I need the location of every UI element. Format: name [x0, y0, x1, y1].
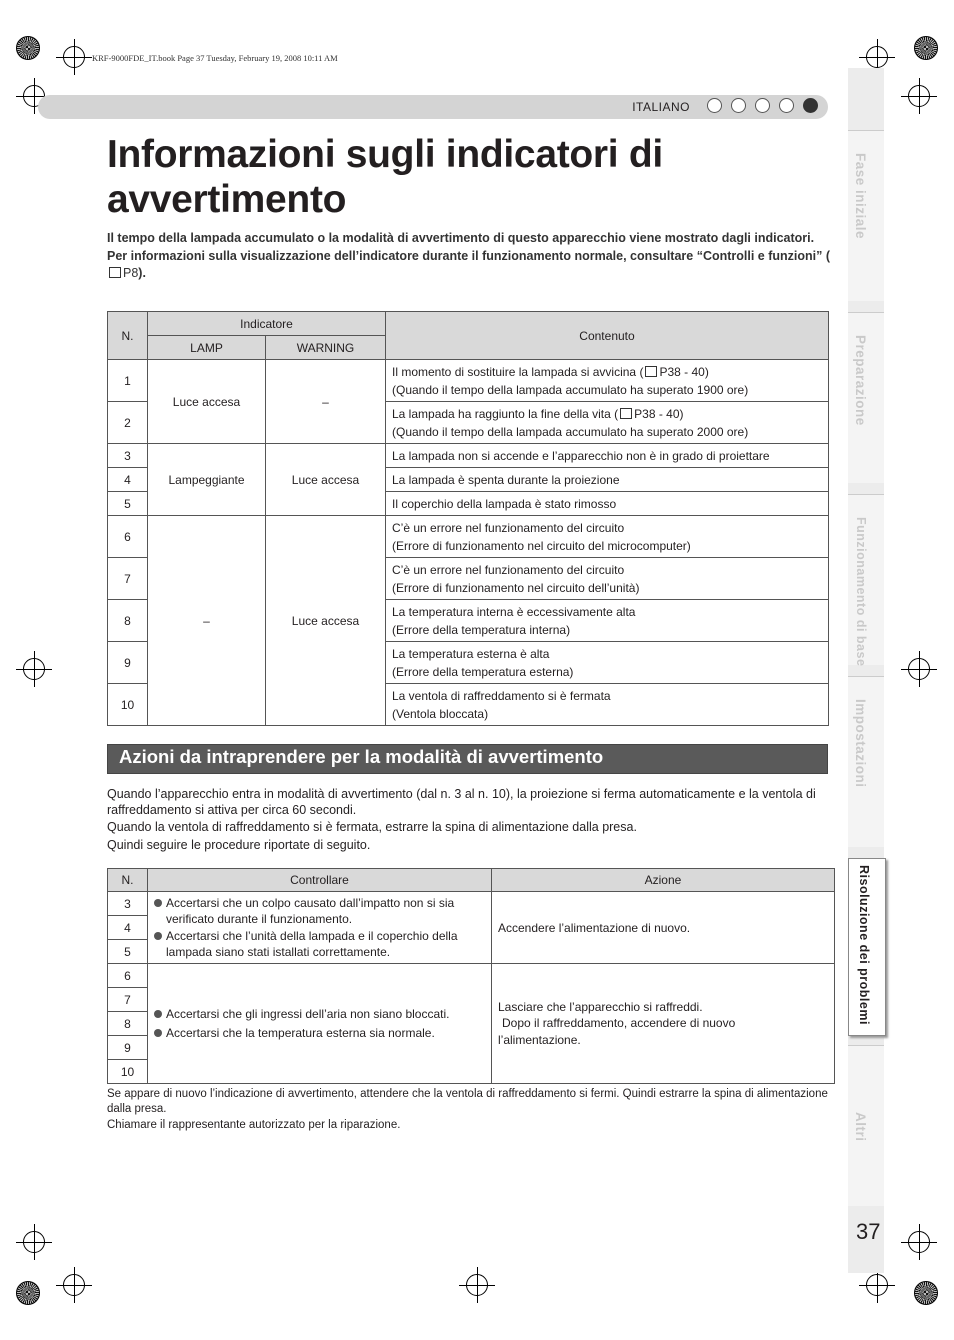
registration-mark [23, 658, 45, 680]
indicator-table [107, 311, 829, 726]
print-starburst-mark [914, 36, 938, 60]
footnote: Se appare di nuovo l’indicazione di avvertimento, attendere che la ventola di raffreddamento si fermi. Quindi estrarre la spina di alimentazione dalla presa. [107, 1088, 828, 1115]
book-ref-icon [645, 366, 657, 377]
page-reference[interactable]: P8 [123, 266, 139, 280]
check-cell: Accertarsi che gli ingressi dell’aria non siano bloccati. Accertarsi che la temperatura esterna sia normale. [148, 964, 492, 1084]
table-row: 4 La lampada è spenta durante la proiezione [108, 468, 829, 492]
side-tab-risoluzione-problemi[interactable]: Risoluzione dei problemi [848, 858, 886, 1036]
table-row: 9 [108, 1036, 835, 1060]
table-row: 8 La temperatura interna è eccessivamente alta (Errore della temperatura interna) [108, 600, 829, 642]
col-header-warning: WARNING [266, 336, 386, 360]
table-row: 5 [108, 940, 835, 964]
bullet-icon [154, 1029, 162, 1037]
side-tab-fase-iniziale[interactable]: Fase iniziale [848, 130, 884, 301]
table-row: 6 Accertarsi che gli ingressi dell’aria non siano bloccati. Accertarsi che la temperatura esterna sia normale. Lasciare che l’apparecchio si raffreddi. Dopo il raffreddamento, accendere di nuovo l’alimentazione. [108, 964, 835, 988]
book-ref-icon [109, 267, 121, 278]
warning-state: Luce accesa [266, 516, 386, 726]
table-row: 10 [108, 1060, 835, 1084]
side-tab-preparazione[interactable]: Preparazione [848, 312, 884, 483]
col-header-indicatore: Indicatore [148, 312, 386, 336]
side-tab-altri[interactable]: Altri [848, 1045, 884, 1206]
action-cell: Accendere l’alimentazione di nuovo. [492, 892, 835, 964]
table-row: 7 C’è un errore nel funzionamento del circuito (Errore di funzionamento nel circuito dell’unità) [108, 558, 829, 600]
section-body [107, 787, 837, 855]
col-header-azione: Azione [492, 869, 835, 892]
print-starburst-mark [16, 1281, 40, 1305]
section-heading: Azioni da intraprendere per la modalità di avvertimento [119, 746, 604, 767]
action-cell: Lasciare che l’apparecchio si raffreddi. Dopo il raffreddamento, accendere di nuovo l’alimentazione. [492, 964, 835, 1084]
page-title: Informazioni sugli indicatori di avvertimento [107, 133, 663, 221]
actions-table [107, 868, 835, 1084]
table-row: 4 [108, 916, 835, 940]
lamp-state: – [148, 516, 266, 726]
section-dot [755, 98, 770, 113]
table-row: 5 Il coperchio della lampada è stato rimosso [108, 492, 829, 516]
registration-mark [63, 1274, 85, 1296]
section-dot [779, 98, 794, 113]
table-row: 6 – Luce accesa C’è un errore nel funzionamento del circuito (Errore di funzionamento nel circuito del microcomputer) [108, 516, 829, 558]
col-header-n: N. [108, 869, 148, 892]
section-dot [731, 98, 746, 113]
lamp-state: Luce accesa [148, 360, 266, 444]
paragraph: Quando la ventola di raffreddamento si è fermata, estrarre la spina di alimentazione dalla presa. [107, 820, 637, 834]
bullet-icon [154, 932, 162, 940]
registration-mark [908, 658, 930, 680]
registration-mark [63, 46, 85, 68]
side-tab-impostazioni[interactable]: Impostazioni [848, 676, 884, 847]
page-number: 37 [856, 1219, 881, 1244]
bullet-icon [154, 1010, 162, 1018]
paragraph: Quindi seguire le procedure riportate di seguito. [107, 837, 371, 852]
intro-text [107, 230, 837, 283]
lamp-state: Lampeggiante [148, 444, 266, 516]
table-row: 3 Accertarsi che un colpo causato dall’impatto non si sia verificato durante il funzionamento. Accertarsi che l’unità della lampada e il coperchio della lampada siano stati istallati correttamente. Accendere l’alimentazione di nuovo. [108, 892, 835, 916]
intro-line-2: Per informazioni sulla visualizzazione dell’indicatore durante il funzionamento normale, consultare “Controlli e funzioni” (P8). [107, 248, 831, 280]
table-row: 3 Lampeggiante Luce accesa La lampada non si accende e l’apparecchio non è in grado di proiettare [108, 444, 829, 468]
paragraph: Quando l’apparecchio entra in modalità di avvertimento (dal n. 3 al n. 10), la proiezione si ferma automaticamente e la ventola di raffreddamento si attiva per circa 60 secondi. [107, 787, 816, 817]
col-header-controllare: Controllare [148, 869, 492, 892]
table-row: 2 La lampada ha raggiunto la fine della vita ( P38 - 40) (Quando il tempo della lampada accumulato ha superato 2000 ore) [108, 402, 829, 444]
table-row: 10 La ventola di raffreddamento si è fermata (Ventola bloccata) [108, 684, 829, 726]
print-starburst-mark [16, 36, 40, 60]
registration-mark [908, 1231, 930, 1253]
book-ref-icon [620, 408, 632, 419]
check-cell: Accertarsi che un colpo causato dall’impatto non si sia verificato durante il funzionamento. Accertarsi che l’unità della lampada e il coperchio della lampada siano stati istallati correttamente. [148, 892, 492, 964]
registration-mark [23, 1231, 45, 1253]
page-reference[interactable]: P38 - 40 [659, 364, 705, 379]
col-header-lamp: LAMP [148, 336, 266, 360]
side-tab-funzionamento[interactable]: Funzionamento di base [848, 494, 884, 665]
intro-line-1: Il tempo della lampada accumulato o la modalità di avvertimento di questo apparecchio viene mostrato dagli indicatori. [107, 231, 815, 245]
language-label: ITALIANO [632, 100, 690, 114]
table-row: 1 Luce accesa – Il momento di sostituire la lampada si avvicina ( P38 - 40) (Quando il tempo della lampada accumulato ha superato 1900 ore) [108, 360, 829, 402]
registration-mark [866, 1274, 888, 1296]
registration-mark [866, 46, 888, 68]
bullet-icon [154, 899, 162, 907]
footnotes [107, 1087, 837, 1135]
table-row: 7 [108, 988, 835, 1012]
section-dot-active [803, 98, 818, 113]
warning-state: Luce accesa [266, 444, 386, 516]
table-row: 8 [108, 1012, 835, 1036]
col-header-n: N. [108, 312, 148, 360]
warning-state: – [266, 360, 386, 444]
footnote: Chiamare il rappresentante autorizzato per la riparazione. [107, 1119, 401, 1131]
col-header-contenuto: Contenuto [386, 312, 829, 360]
registration-mark [908, 85, 930, 107]
page-reference[interactable]: P38 - 40 [634, 406, 680, 421]
section-dot [707, 98, 722, 113]
print-starburst-mark [914, 1281, 938, 1305]
book-info: KRF-9000FDE_IT.book Page 37 Tuesday, February 19, 2008 10:11 AM [92, 53, 338, 63]
registration-mark [466, 1274, 488, 1296]
table-row: 9 La temperatura esterna è alta (Errore della temperatura esterna) [108, 642, 829, 684]
